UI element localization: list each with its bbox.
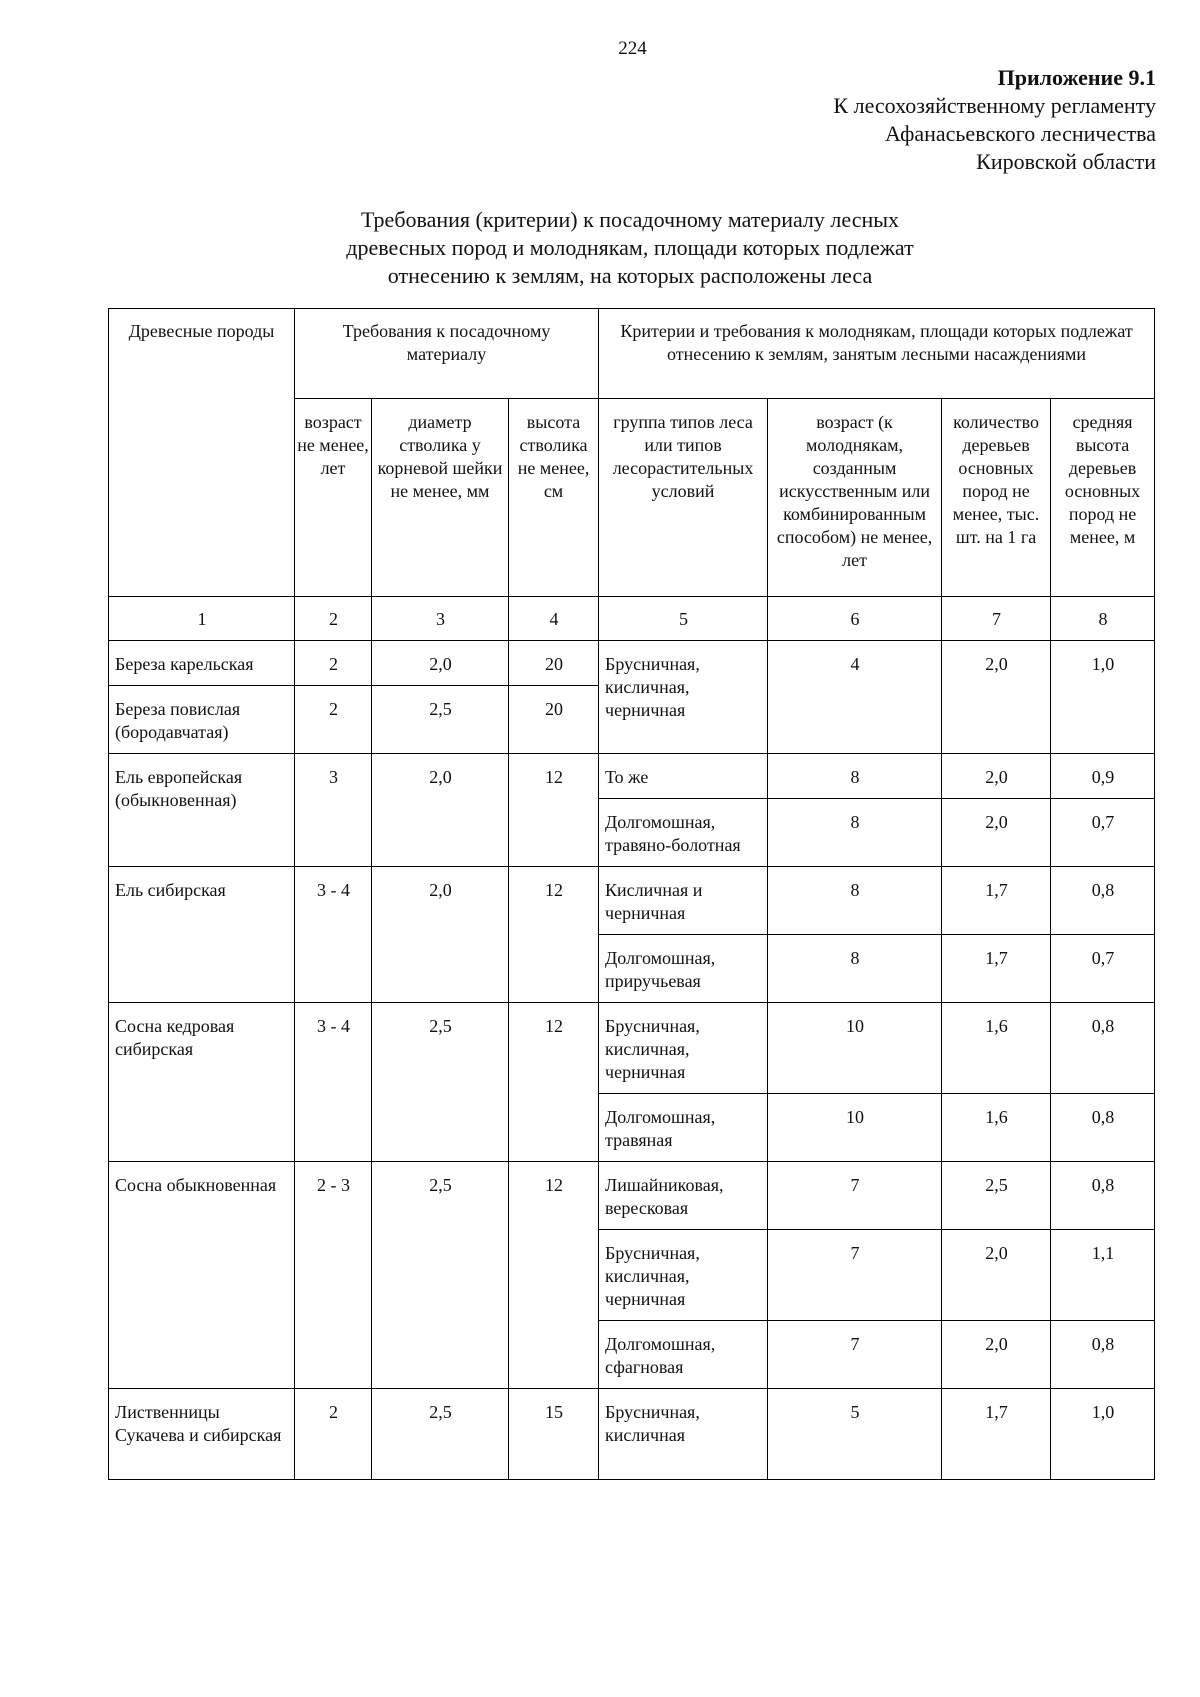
- header-col-8: средняя высота деревьев основных пород не менее, м: [1051, 399, 1155, 597]
- header-row-1: [109, 309, 1155, 399]
- seedling-height: 12: [509, 867, 599, 1003]
- average-height: 0,8: [1051, 1321, 1155, 1389]
- average-height: 0,7: [1051, 799, 1155, 867]
- tree-count: 2,0: [942, 641, 1051, 754]
- young-stand-age: 8: [768, 754, 942, 799]
- column-number: 7: [942, 597, 1051, 641]
- young-stand-age: 7: [768, 1321, 942, 1389]
- species-name: Лиственницы Сукачева и сибирская: [109, 1389, 295, 1480]
- tree-count: 1,6: [942, 1003, 1051, 1094]
- young-stand-age: 8: [768, 867, 942, 935]
- species-name: Ель сибирская: [109, 867, 295, 1003]
- seedling-height: 12: [509, 1162, 599, 1389]
- header-col-5: группа типов леса или типов лесорастительных условий: [599, 399, 768, 597]
- seedling-age: 3: [295, 754, 372, 867]
- table-row: [109, 754, 1155, 799]
- species-name: Сосна обыкновенная: [109, 1162, 295, 1389]
- forest-type: Лишайниковая, вересковая: [599, 1162, 768, 1230]
- appendix-label: Приложение 9.1: [997, 65, 1156, 90]
- header-young-stands: Критерии и требования к молоднякам, площади которых подлежат отнесению к землям, занятым лесными насаждениями: [599, 309, 1155, 399]
- tree-count: 2,0: [942, 1321, 1051, 1389]
- header-col-6: возраст (к молоднякам, созданным искусственным или комбинированным способом) не менее, лет: [768, 399, 942, 597]
- forest-type: Долгомошная, травяная: [599, 1094, 768, 1162]
- average-height: 1,1: [1051, 1230, 1155, 1321]
- header-col-4: высота стволика не менее, см: [509, 399, 599, 597]
- column-number: 2: [295, 597, 372, 641]
- header-planting-material: Требования к посадочному материалу: [295, 309, 599, 399]
- header-species: Древесные породы: [109, 309, 295, 597]
- young-stand-age: 7: [768, 1230, 942, 1321]
- forest-type: Брусничная, кисличная, черничная: [599, 641, 768, 754]
- title-line-1: Требования (критерии) к посадочному материалу лесных: [360, 207, 900, 232]
- appendix-line-2: Афанасьевского лесничества: [885, 121, 1156, 146]
- seedling-diameter: 2,5: [372, 686, 509, 754]
- requirements-table: [108, 308, 1155, 1480]
- table-row: [109, 1389, 1155, 1480]
- forest-type: То же: [599, 754, 768, 799]
- seedling-age: 2: [295, 686, 372, 754]
- table-row: [109, 867, 1155, 935]
- seedling-diameter: 2,5: [372, 1162, 509, 1389]
- forest-type: Долгомошная, сфагновая: [599, 1321, 768, 1389]
- column-numbers-row: [109, 597, 1155, 641]
- seedling-age: 3 - 4: [295, 1003, 372, 1162]
- tree-count: 2,5: [942, 1162, 1051, 1230]
- young-stand-age: 8: [768, 799, 942, 867]
- seedling-height: 12: [509, 1003, 599, 1162]
- appendix-line-3: Кировской области: [976, 149, 1156, 174]
- forest-type: Долгомошная, приручьевая: [599, 935, 768, 1003]
- seedling-height: 12: [509, 754, 599, 867]
- column-number: 8: [1051, 597, 1155, 641]
- header-col-7: количество деревьев основных пород не менее, тыс. шт. на 1 га: [942, 399, 1051, 597]
- forest-type: Брусничная, кисличная, черничная: [599, 1003, 768, 1094]
- young-stand-age: 10: [768, 1094, 942, 1162]
- seedling-age: 2 - 3: [295, 1162, 372, 1389]
- seedling-height: 20: [509, 686, 599, 754]
- appendix-header: [833, 64, 1156, 176]
- column-number: 5: [599, 597, 768, 641]
- tree-count: 1,7: [942, 867, 1051, 935]
- seedling-diameter: 2,5: [372, 1389, 509, 1480]
- tree-count: 1,6: [942, 1094, 1051, 1162]
- seedling-height: 20: [509, 641, 599, 686]
- title-line-3: отнесению к землям, на которых расположены леса: [387, 263, 873, 288]
- table-row: [109, 1162, 1155, 1230]
- species-name: Сосна кедровая сибирская: [109, 1003, 295, 1162]
- table-row: [109, 1003, 1155, 1094]
- tree-count: 2,0: [942, 1230, 1051, 1321]
- header-col-3: диаметр стволика у корневой шейки не менее, мм: [372, 399, 509, 597]
- seedling-age: 2: [295, 641, 372, 686]
- document-title: [280, 206, 980, 290]
- seedling-diameter: 2,0: [372, 867, 509, 1003]
- forest-type: Брусничная, кисличная, черничная: [599, 1230, 768, 1321]
- species-name: Береза карельская: [109, 641, 295, 686]
- young-stand-age: 4: [768, 641, 942, 754]
- average-height: 1,0: [1051, 1389, 1155, 1480]
- seedling-height: 15: [509, 1389, 599, 1480]
- young-stand-age: 7: [768, 1162, 942, 1230]
- seedling-diameter: 2,0: [372, 754, 509, 867]
- seedling-diameter: 2,0: [372, 641, 509, 686]
- average-height: 0,8: [1051, 1094, 1155, 1162]
- forest-type: Брусничная, кисличная: [599, 1389, 768, 1480]
- species-name: Ель европейская (обыкновенная): [109, 754, 295, 867]
- tree-count: 1,7: [942, 935, 1051, 1003]
- title-line-2: древесных пород и молоднякам, площади которых подлежат: [346, 235, 914, 260]
- average-height: 0,8: [1051, 1003, 1155, 1094]
- header-col-2: возраст не менее, лет: [295, 399, 372, 597]
- average-height: 0,9: [1051, 754, 1155, 799]
- average-height: 0,8: [1051, 867, 1155, 935]
- table-row: [109, 641, 1155, 686]
- column-number: 3: [372, 597, 509, 641]
- page-number: 224: [618, 38, 647, 59]
- young-stand-age: 8: [768, 935, 942, 1003]
- species-name: Береза повислая (бородавчатая): [109, 686, 295, 754]
- average-height: 0,7: [1051, 935, 1155, 1003]
- forest-type: Кисличная и черничная: [599, 867, 768, 935]
- seedling-age: 3 - 4: [295, 867, 372, 1003]
- forest-type: Долгомошная, травяно-болотная: [599, 799, 768, 867]
- column-number: 6: [768, 597, 942, 641]
- appendix-line-1: К лесохозяйственному регламенту: [833, 93, 1156, 118]
- average-height: 1,0: [1051, 641, 1155, 754]
- young-stand-age: 5: [768, 1389, 942, 1480]
- average-height: 0,8: [1051, 1162, 1155, 1230]
- column-number: 4: [509, 597, 599, 641]
- seedling-age: 2: [295, 1389, 372, 1480]
- tree-count: 1,7: [942, 1389, 1051, 1480]
- tree-count: 2,0: [942, 754, 1051, 799]
- seedling-diameter: 2,5: [372, 1003, 509, 1162]
- column-number: 1: [109, 597, 295, 641]
- young-stand-age: 10: [768, 1003, 942, 1094]
- tree-count: 2,0: [942, 799, 1051, 867]
